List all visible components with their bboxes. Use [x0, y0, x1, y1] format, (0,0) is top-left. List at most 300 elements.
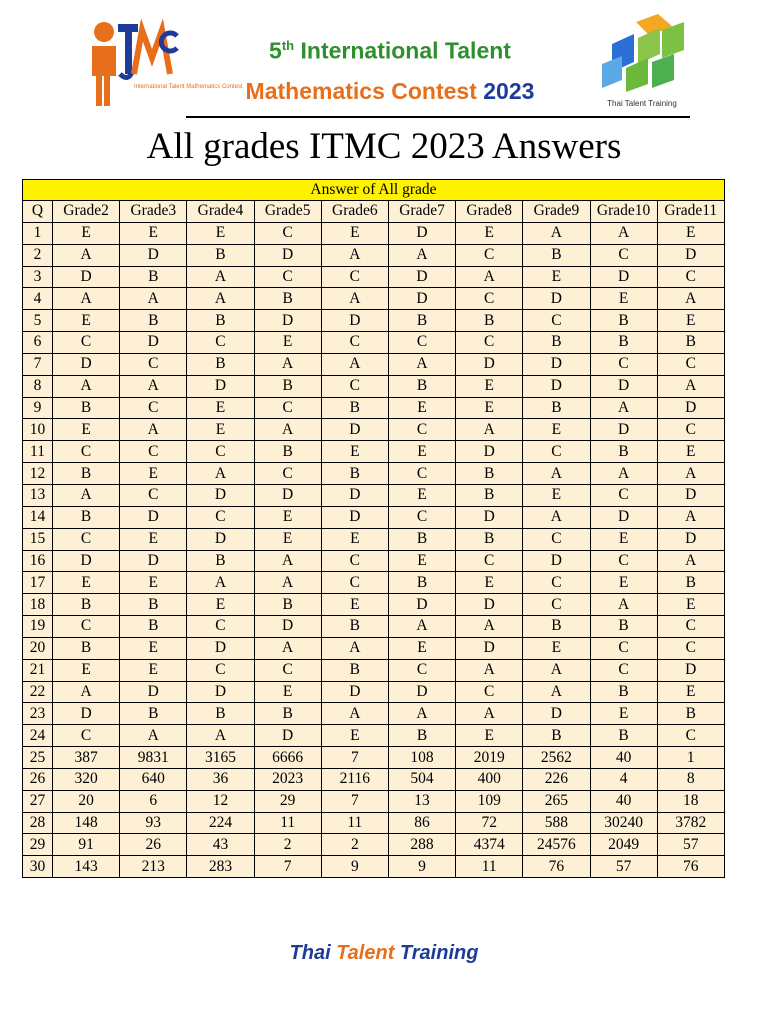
- answer-cell: A: [523, 681, 590, 703]
- answer-cell: D: [53, 266, 120, 288]
- answer-cell: E: [456, 572, 523, 594]
- grade-header: Grade8: [456, 201, 523, 223]
- answer-cell: C: [590, 637, 657, 659]
- answer-cell: B: [254, 441, 321, 463]
- answer-cell: 2562: [523, 747, 590, 769]
- answer-cell: D: [53, 353, 120, 375]
- answer-cell: E: [53, 659, 120, 681]
- table-row: [23, 310, 725, 332]
- answer-cell: 11: [321, 812, 388, 834]
- table-row: [23, 856, 725, 878]
- answer-cell: A: [254, 353, 321, 375]
- answer-cell: D: [187, 637, 254, 659]
- table-row: [23, 397, 725, 419]
- answer-cell: B: [388, 572, 455, 594]
- answer-cell: A: [388, 616, 455, 638]
- answer-cell: C: [120, 397, 187, 419]
- answer-cell: E: [187, 594, 254, 616]
- answer-cell: E: [53, 310, 120, 332]
- answer-cell: C: [388, 659, 455, 681]
- answer-cell: E: [523, 419, 590, 441]
- answer-cell: 26: [120, 834, 187, 856]
- answer-cell: A: [187, 288, 254, 310]
- answer-cell: E: [657, 681, 724, 703]
- answer-cell: A: [120, 725, 187, 747]
- answer-cell: 36: [187, 768, 254, 790]
- question-number: 9: [23, 397, 53, 419]
- question-number: 7: [23, 353, 53, 375]
- answer-cell: D: [388, 288, 455, 310]
- answer-cell: B: [187, 310, 254, 332]
- question-number: 30: [23, 856, 53, 878]
- answer-cell: 6666: [254, 747, 321, 769]
- answer-cell: D: [120, 550, 187, 572]
- answer-cell: B: [321, 397, 388, 419]
- answer-cell: E: [388, 484, 455, 506]
- table-row: [23, 703, 725, 725]
- answer-cell: 93: [120, 812, 187, 834]
- answer-cell: A: [321, 244, 388, 266]
- question-number: 10: [23, 419, 53, 441]
- answer-cell: 2116: [321, 768, 388, 790]
- answer-cell: A: [590, 397, 657, 419]
- answer-cell: 108: [388, 747, 455, 769]
- answer-cell: A: [321, 353, 388, 375]
- answer-cell: D: [523, 288, 590, 310]
- answer-cell: E: [590, 572, 657, 594]
- table-row: [23, 659, 725, 681]
- answer-cell: A: [657, 506, 724, 528]
- answer-cell: E: [590, 703, 657, 725]
- answer-cell: C: [590, 244, 657, 266]
- question-number: 11: [23, 441, 53, 463]
- answer-cell: D: [120, 332, 187, 354]
- table-row: [23, 790, 725, 812]
- table-header-row: [23, 201, 725, 223]
- contest-title: [190, 26, 590, 111]
- answer-cell: A: [657, 550, 724, 572]
- answer-cell: C: [388, 419, 455, 441]
- answer-cell: C: [523, 572, 590, 594]
- answer-cell: C: [187, 506, 254, 528]
- answer-cell: 2: [321, 834, 388, 856]
- answer-cell: B: [523, 725, 590, 747]
- table-row: [23, 550, 725, 572]
- question-number: 8: [23, 375, 53, 397]
- answer-cell: C: [321, 550, 388, 572]
- answer-cell: E: [321, 222, 388, 244]
- table-row: [23, 441, 725, 463]
- answer-cell: A: [456, 419, 523, 441]
- answer-cell: D: [388, 681, 455, 703]
- answer-cell: C: [456, 681, 523, 703]
- answer-cell: C: [53, 332, 120, 354]
- answer-cell: 2019: [456, 747, 523, 769]
- answer-cell: B: [456, 310, 523, 332]
- table-row: [23, 484, 725, 506]
- answer-cell: D: [523, 375, 590, 397]
- answer-cell: 6: [120, 790, 187, 812]
- answer-cell: 387: [53, 747, 120, 769]
- answer-cell: 226: [523, 768, 590, 790]
- answer-cell: A: [321, 288, 388, 310]
- answer-cell: D: [254, 484, 321, 506]
- question-number: 25: [23, 747, 53, 769]
- answer-cell: 12: [187, 790, 254, 812]
- answer-cell: B: [456, 528, 523, 550]
- answer-cell: D: [254, 310, 321, 332]
- answer-cell: 11: [456, 856, 523, 878]
- answer-cell: C: [254, 463, 321, 485]
- answer-cell: C: [321, 266, 388, 288]
- answer-cell: D: [388, 266, 455, 288]
- answer-cell: B: [53, 594, 120, 616]
- answer-cell: B: [590, 441, 657, 463]
- question-number: 17: [23, 572, 53, 594]
- question-number: 1: [23, 222, 53, 244]
- answer-cell: 13: [388, 790, 455, 812]
- answer-cell: D: [388, 222, 455, 244]
- answer-cell: 76: [657, 856, 724, 878]
- answer-cell: E: [254, 528, 321, 550]
- answer-cell: E: [187, 397, 254, 419]
- answer-cell: E: [456, 397, 523, 419]
- question-number: 2: [23, 244, 53, 266]
- answer-cell: 43: [187, 834, 254, 856]
- contest-title-line1: 5th International Talent: [269, 37, 511, 64]
- answer-cell: E: [53, 572, 120, 594]
- answer-cell: B: [657, 572, 724, 594]
- answer-cell: A: [187, 725, 254, 747]
- answer-cell: C: [187, 332, 254, 354]
- answer-cell: 9: [388, 856, 455, 878]
- answer-cell: A: [53, 288, 120, 310]
- question-number: 12: [23, 463, 53, 485]
- answer-cell: D: [590, 419, 657, 441]
- answer-cell: C: [254, 222, 321, 244]
- answer-cell: 4: [590, 768, 657, 790]
- answer-cell: E: [187, 222, 254, 244]
- answer-cell: C: [254, 397, 321, 419]
- answer-cell: B: [254, 703, 321, 725]
- answer-cell: 40: [590, 790, 657, 812]
- answer-cell: A: [388, 244, 455, 266]
- answer-cell: B: [321, 463, 388, 485]
- answer-cell: 2: [254, 834, 321, 856]
- answer-cell: D: [657, 397, 724, 419]
- answer-cell: A: [456, 703, 523, 725]
- answer-cell: 4374: [456, 834, 523, 856]
- answer-cell: E: [53, 222, 120, 244]
- answer-cell: D: [120, 506, 187, 528]
- answer-cell: C: [456, 288, 523, 310]
- answer-cell: E: [120, 659, 187, 681]
- question-number: 28: [23, 812, 53, 834]
- answer-cell: B: [53, 463, 120, 485]
- table-row: [23, 463, 725, 485]
- answer-cell: 29: [254, 790, 321, 812]
- answer-cell: A: [590, 463, 657, 485]
- answer-cell: B: [321, 659, 388, 681]
- answer-cell: A: [388, 703, 455, 725]
- answer-cell: C: [657, 725, 724, 747]
- answer-cell: A: [187, 572, 254, 594]
- table-row: [23, 768, 725, 790]
- table-row: [23, 332, 725, 354]
- question-number: 15: [23, 528, 53, 550]
- answer-cell: 2049: [590, 834, 657, 856]
- answer-cell: B: [254, 375, 321, 397]
- answer-cell: D: [187, 375, 254, 397]
- answer-cell: A: [254, 637, 321, 659]
- answer-cell: C: [456, 332, 523, 354]
- answer-cell: C: [590, 353, 657, 375]
- answer-cell: A: [523, 506, 590, 528]
- answer-cell: C: [254, 266, 321, 288]
- answer-cell: E: [254, 332, 321, 354]
- answer-cell: 213: [120, 856, 187, 878]
- answer-cell: B: [590, 725, 657, 747]
- answer-cell: D: [456, 353, 523, 375]
- table-row: [23, 834, 725, 856]
- answer-cell: A: [657, 463, 724, 485]
- answer-cell: D: [657, 244, 724, 266]
- table-row: [23, 266, 725, 288]
- question-number: 26: [23, 768, 53, 790]
- answer-cell: C: [187, 659, 254, 681]
- question-number: 4: [23, 288, 53, 310]
- answer-cell: D: [456, 637, 523, 659]
- answer-cell: 143: [53, 856, 120, 878]
- answer-cell: D: [321, 484, 388, 506]
- answer-cell: C: [590, 484, 657, 506]
- answer-cell: 30240: [590, 812, 657, 834]
- answer-cell: D: [53, 550, 120, 572]
- answer-cell: A: [254, 419, 321, 441]
- answer-cell: E: [388, 550, 455, 572]
- answer-cell: A: [523, 659, 590, 681]
- question-number: 5: [23, 310, 53, 332]
- grade-header: Grade4: [187, 201, 254, 223]
- answer-cell: E: [120, 528, 187, 550]
- answer-cell: 148: [53, 812, 120, 834]
- answer-cell: A: [657, 375, 724, 397]
- table-row: [23, 594, 725, 616]
- answer-cell: B: [523, 616, 590, 638]
- answer-cell: C: [388, 332, 455, 354]
- answer-cell: E: [321, 725, 388, 747]
- answer-cell: C: [456, 550, 523, 572]
- question-number: 14: [23, 506, 53, 528]
- answer-cell: 400: [456, 768, 523, 790]
- answer-cell: 18: [657, 790, 724, 812]
- grade-header: Grade7: [388, 201, 455, 223]
- answer-cell: C: [120, 353, 187, 375]
- answer-cell: D: [523, 353, 590, 375]
- answer-cell: A: [523, 222, 590, 244]
- answer-cell: A: [254, 550, 321, 572]
- question-number: 18: [23, 594, 53, 616]
- answer-cell: A: [53, 484, 120, 506]
- answer-cell: B: [657, 332, 724, 354]
- answer-cell: C: [321, 332, 388, 354]
- answer-cell: D: [321, 310, 388, 332]
- grade-header: Grade3: [120, 201, 187, 223]
- answer-cell: B: [388, 528, 455, 550]
- answer-cell: 8: [657, 768, 724, 790]
- answer-cell: B: [523, 332, 590, 354]
- answer-cell: A: [120, 419, 187, 441]
- answer-cell: C: [187, 441, 254, 463]
- answer-cell: B: [590, 616, 657, 638]
- answer-cell: 320: [53, 768, 120, 790]
- contest-title-line2: Mathematics Contest 2023: [245, 77, 535, 104]
- answer-cell: C: [657, 266, 724, 288]
- answer-cell: A: [53, 681, 120, 703]
- answer-cell: 283: [187, 856, 254, 878]
- table-row: [23, 637, 725, 659]
- question-number: 19: [23, 616, 53, 638]
- question-number: 23: [23, 703, 53, 725]
- answer-cell: 588: [523, 812, 590, 834]
- answer-cell: D: [456, 441, 523, 463]
- answer-cell: C: [53, 441, 120, 463]
- answer-cell: B: [254, 594, 321, 616]
- table-row: [23, 375, 725, 397]
- question-number: 16: [23, 550, 53, 572]
- answer-cell: E: [321, 528, 388, 550]
- answer-cell: B: [120, 616, 187, 638]
- answer-cell: 265: [523, 790, 590, 812]
- itmc-logo-caption: International Talent Mathematics Contest: [134, 84, 243, 90]
- answer-cell: A: [456, 616, 523, 638]
- answer-cell: E: [388, 397, 455, 419]
- itmc-logo: [82, 16, 243, 108]
- answer-cell: D: [657, 528, 724, 550]
- answer-cell: D: [590, 375, 657, 397]
- answer-cell: C: [120, 484, 187, 506]
- question-number: 6: [23, 332, 53, 354]
- grade-header: Grade10: [590, 201, 657, 223]
- answer-cell: D: [120, 244, 187, 266]
- answer-cell: C: [388, 506, 455, 528]
- answer-cell: B: [187, 244, 254, 266]
- answer-cell: B: [254, 288, 321, 310]
- answer-cell: E: [456, 222, 523, 244]
- answer-cell: D: [53, 703, 120, 725]
- answer-cell: B: [456, 463, 523, 485]
- answer-cell: E: [657, 594, 724, 616]
- answer-cell: C: [657, 637, 724, 659]
- answer-cell: E: [523, 484, 590, 506]
- answer-cell: E: [321, 594, 388, 616]
- answer-cell: E: [590, 288, 657, 310]
- answer-cell: E: [657, 441, 724, 463]
- table-banner: Answer of All grade: [23, 180, 725, 201]
- answer-cell: C: [590, 550, 657, 572]
- logo-right-caption: Thai Talent Training: [607, 99, 677, 108]
- answer-cell: E: [120, 572, 187, 594]
- answer-cell: A: [120, 288, 187, 310]
- table-row: [23, 528, 725, 550]
- answer-table: [22, 179, 725, 878]
- answer-cell: D: [254, 244, 321, 266]
- question-number: 13: [23, 484, 53, 506]
- table-row: [23, 725, 725, 747]
- answer-cell: B: [523, 397, 590, 419]
- answer-cell: D: [187, 681, 254, 703]
- answer-cell: A: [120, 375, 187, 397]
- answer-cell: A: [187, 463, 254, 485]
- answer-cell: C: [120, 441, 187, 463]
- answer-cell: 224: [187, 812, 254, 834]
- answer-cell: 7: [321, 790, 388, 812]
- answer-cell: A: [187, 266, 254, 288]
- table-row: [23, 288, 725, 310]
- answer-cell: C: [657, 419, 724, 441]
- answer-cell: 288: [388, 834, 455, 856]
- answer-cell: C: [321, 572, 388, 594]
- answer-cell: A: [53, 375, 120, 397]
- answer-cell: B: [120, 703, 187, 725]
- answer-cell: B: [657, 703, 724, 725]
- question-number: 22: [23, 681, 53, 703]
- answer-cell: B: [187, 353, 254, 375]
- answer-cell: C: [388, 463, 455, 485]
- answer-cell: 76: [523, 856, 590, 878]
- answer-cell: 86: [388, 812, 455, 834]
- answer-cell: A: [53, 244, 120, 266]
- answer-cell: D: [254, 616, 321, 638]
- answer-cell: E: [321, 441, 388, 463]
- answer-cell: A: [456, 266, 523, 288]
- answer-cell: D: [187, 528, 254, 550]
- answer-cell: 40: [590, 747, 657, 769]
- answer-cell: E: [388, 637, 455, 659]
- answer-cell: E: [120, 463, 187, 485]
- question-number: 20: [23, 637, 53, 659]
- grade-header: Grade5: [254, 201, 321, 223]
- answer-cell: D: [590, 266, 657, 288]
- answer-cell: C: [321, 375, 388, 397]
- table-row: [23, 572, 725, 594]
- grade-header: Grade11: [657, 201, 724, 223]
- question-number: 24: [23, 725, 53, 747]
- answer-cell: C: [523, 441, 590, 463]
- answer-cell: D: [657, 659, 724, 681]
- question-number: 27: [23, 790, 53, 812]
- answer-cell: D: [120, 681, 187, 703]
- answer-cell: E: [523, 266, 590, 288]
- answer-cell: 7: [254, 856, 321, 878]
- answer-cell: 9: [321, 856, 388, 878]
- table-row: [23, 244, 725, 266]
- answer-cell: C: [523, 594, 590, 616]
- page-title: All grades ITMC 2023 Answers: [146, 126, 622, 167]
- table-row: [23, 506, 725, 528]
- answer-cell: A: [254, 572, 321, 594]
- answer-cell: E: [120, 637, 187, 659]
- answer-cell: E: [120, 222, 187, 244]
- answer-cell: 20: [53, 790, 120, 812]
- answer-cell: A: [590, 222, 657, 244]
- answer-cell: 24576: [523, 834, 590, 856]
- thai-talent-training-logo: [592, 14, 692, 110]
- header: [0, 0, 768, 120]
- answer-cell: D: [187, 484, 254, 506]
- answer-cell: B: [388, 375, 455, 397]
- table-row: [23, 616, 725, 638]
